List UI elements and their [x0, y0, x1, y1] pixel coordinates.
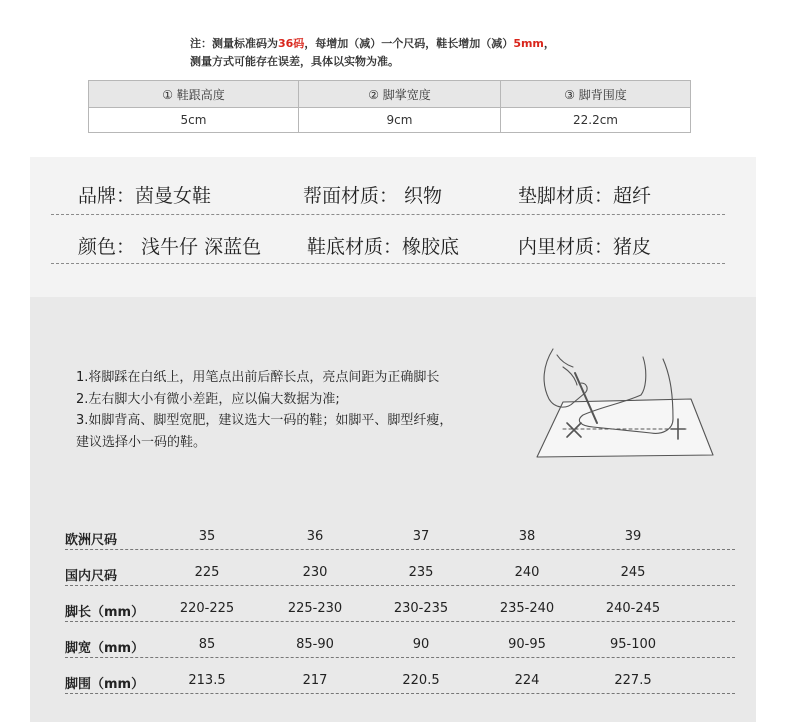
tip-line: 3.如脚背高、脚型宽肥，建议选大一码的鞋；如脚平、脚型纤瘦， — [76, 413, 453, 428]
size-cell: 225-230 — [287, 601, 343, 616]
size-cell: 220-225 — [179, 601, 235, 616]
size-row — [65, 565, 735, 589]
attr-divider — [51, 214, 725, 215]
foot-measuring-illustration — [523, 347, 723, 462]
value-sole-width: 9cm — [298, 107, 500, 132]
size-cell: 95-100 — [609, 637, 657, 652]
attr-upper-material: 帮面材质： 织物 — [303, 185, 443, 207]
size-cell: 240 — [514, 565, 540, 580]
size-cell: 240-245 — [605, 601, 661, 616]
size-row — [65, 601, 735, 625]
size-cell: 235 — [408, 565, 434, 580]
size-row-label: 脚宽（mm） — [65, 641, 145, 656]
size-cell: 230 — [302, 565, 328, 580]
size-cell: 230-235 — [393, 601, 449, 616]
size-step-highlight: 5mm — [513, 37, 544, 50]
value-heel-height: 5cm — [89, 107, 298, 132]
header-instep-girth: ③ 脚背围度 — [500, 81, 690, 107]
measuring-tips — [76, 367, 526, 453]
tip-line: 2.左右脚大小有微小差距，应以偏大数据为准; — [76, 391, 340, 407]
size-row — [65, 637, 735, 661]
size-cell: 36 — [306, 529, 324, 544]
size-cell: 220.5 — [402, 673, 440, 688]
row-divider — [65, 585, 735, 586]
header-sole-width: ② 脚掌宽度 — [298, 81, 500, 107]
measurement-table — [88, 80, 691, 133]
product-attributes — [30, 157, 756, 297]
size-row-label: 脚围（mm） — [65, 677, 145, 692]
note-line-2: 测量方式可能存在误差，具体以实物为准。 — [190, 55, 399, 68]
size-cell: 37 — [412, 529, 430, 544]
size-row-label: 欧洲尺码 — [65, 533, 118, 548]
size-row-label: 脚长（mm） — [65, 605, 145, 620]
size-row — [65, 673, 735, 697]
header-heel-height: ① 鞋跟高度 — [89, 81, 298, 107]
size-cell: 38 — [518, 529, 536, 544]
size-cell: 90 — [412, 637, 430, 652]
attr-brand: 品牌：茵曼女鞋 — [78, 185, 212, 207]
row-divider — [65, 621, 735, 622]
measurement-note — [190, 35, 670, 71]
size-cell: 90-95 — [508, 637, 546, 652]
tip-line: 1.将脚踩在白纸上，用笔点出前后醉长点，亮点间距为正确脚长 — [76, 370, 440, 385]
size-cell: 217 — [302, 673, 328, 688]
attr-color: 颜色： 浅牛仔 深蓝色 — [78, 236, 262, 258]
attr-sole-material: 鞋底材质：橡胶底 — [307, 236, 460, 258]
size-cell: 224 — [514, 673, 540, 688]
row-divider — [65, 549, 735, 550]
standard-size-highlight: 36码 — [278, 37, 305, 50]
size-cell: 245 — [620, 565, 646, 580]
note-text: ， — [543, 37, 555, 50]
value-instep-girth: 22.2cm — [500, 107, 690, 132]
size-cell: 39 — [624, 529, 642, 544]
tip-line: 建议选择小一码的鞋。 — [76, 434, 207, 450]
attr-lining-material: 内里材质：猪皮 — [518, 236, 652, 258]
note-text: 注：测量标准码为 — [190, 37, 278, 50]
note-line-1 — [190, 35, 670, 53]
size-cell: 85-90 — [296, 637, 334, 652]
size-cell: 235-240 — [499, 601, 555, 616]
row-divider — [65, 693, 735, 694]
size-cell: 35 — [198, 529, 216, 544]
size-cell: 213.5 — [188, 673, 226, 688]
attr-insole-material: 垫脚材质：超纤 — [518, 185, 652, 207]
row-divider — [65, 657, 735, 658]
note-text: ，每增加（减）一个尺码，鞋长增加（减） — [304, 37, 514, 50]
attr-divider — [51, 263, 725, 264]
size-row-label: 国内尺码 — [65, 569, 118, 584]
size-cell: 227.5 — [614, 673, 652, 688]
size-cell: 225 — [194, 565, 220, 580]
size-cell: 85 — [198, 637, 216, 652]
size-row — [65, 529, 735, 553]
